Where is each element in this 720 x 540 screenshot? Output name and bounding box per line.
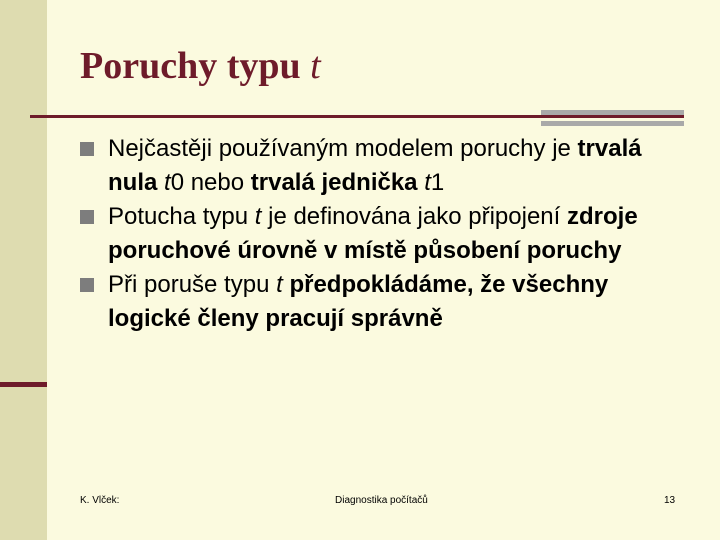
- footer-author: K. Vlček:: [80, 495, 120, 506]
- title-variable: t: [310, 45, 321, 87]
- bullet-text-italic: t: [424, 169, 431, 196]
- bullet-text: Při poruše typu: [108, 271, 277, 298]
- square-bullet-icon: [80, 210, 94, 224]
- bullet-item: [80, 268, 690, 336]
- bullet-text-bold: předpokládáme, že všechny logické členy pracují správně: [108, 271, 609, 332]
- square-bullet-icon: [80, 142, 94, 156]
- bullet-text-bold: trvalá jednička: [250, 169, 425, 196]
- title-rule: [30, 115, 684, 118]
- left-accent-bar: [0, 382, 47, 387]
- bullet-text-italic: t: [276, 271, 283, 298]
- bullet-text-bold: zdroje poruchové úrovně v místě působení poruchy: [108, 203, 638, 264]
- bullet-text: Potucha typu: [108, 203, 255, 230]
- bullet-text: Nejčastěji používaným modelem poruchy je: [108, 135, 578, 162]
- bullet-list: [80, 132, 690, 336]
- footer-page-number: 13: [664, 495, 676, 506]
- bullet-text-italic: t: [164, 169, 171, 196]
- bullet-text-italic: t: [254, 203, 262, 230]
- footer-course: Diagnostika počítačů: [335, 495, 428, 506]
- bullet-text: 1: [430, 169, 445, 196]
- bullet-text: je definována jako připojení: [261, 203, 567, 230]
- bullet-text-bold: trvalá nula: [108, 135, 642, 196]
- left-side-band: [0, 0, 47, 540]
- bullet-item: [80, 132, 690, 200]
- title-rule-grey-underline: [541, 121, 684, 126]
- bullet-item: [80, 200, 690, 268]
- bullet-text: 0 nebo: [170, 169, 251, 196]
- title-main: Poruchy typu: [80, 45, 311, 87]
- slide-title: [80, 44, 321, 88]
- square-bullet-icon: [80, 278, 94, 292]
